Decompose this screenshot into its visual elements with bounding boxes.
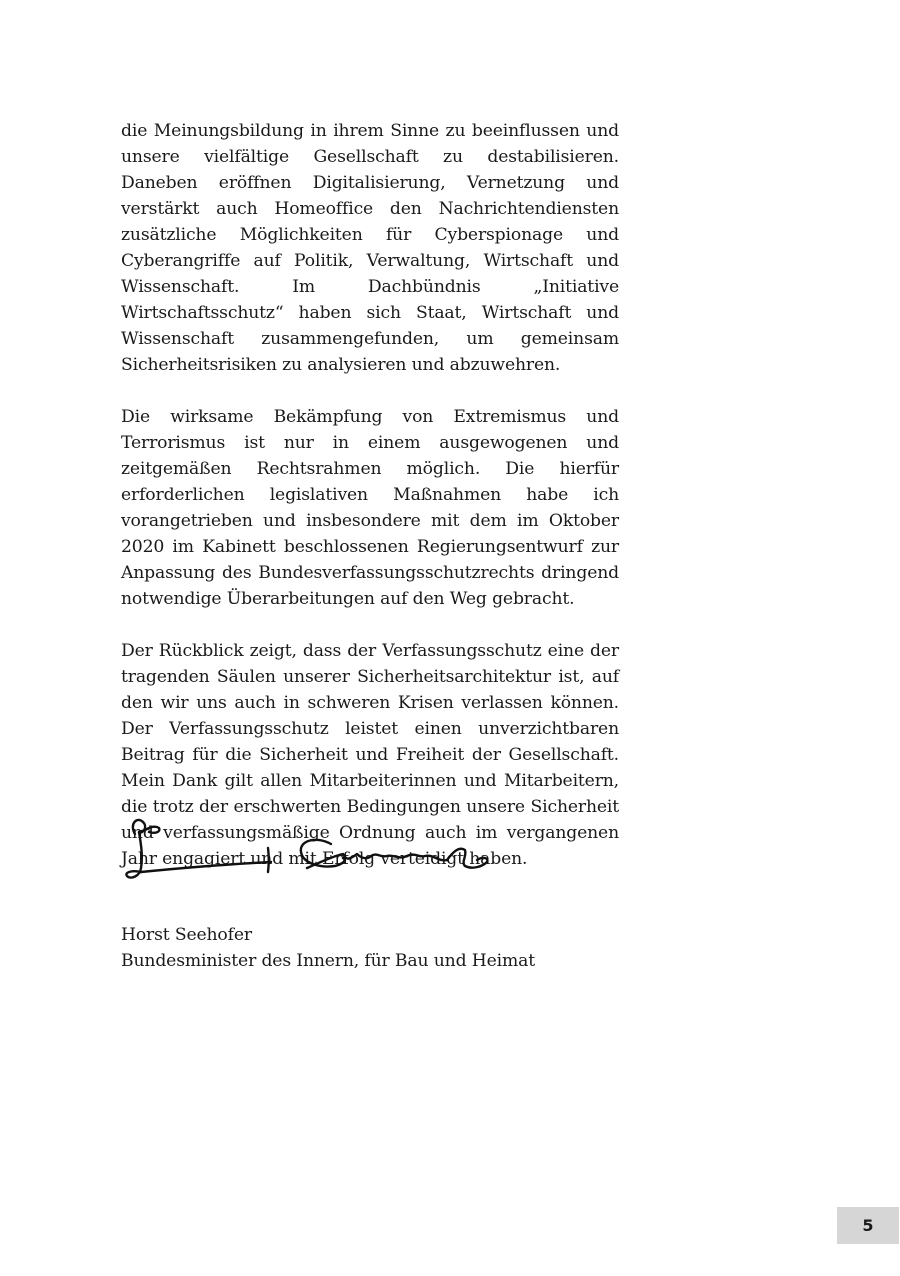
paragraph-3: Der Rückblick zeigt, dass der Verfassungsschutz eine der tragenden Säulen unserer Sicherheitsarchitektur ist, auf den wir uns auch in schweren Krisen verlassen können. Der Verfassungsschutz leistet einen unverzichtbaren Beitrag für die Sicherheit und Freiheit der Gesellschaft. Mein Dank gilt allen Mitarbeiterinnen und Mitarbeitern, die trotz der erschwerten Bedingungen unsere Sicherheit und verfassungsmäßige Ordnung auch im vergangenen Jahr engagiert und mit Erfolg verteidigt haben. xyxy=(121,641,619,869)
page-number: 5 xyxy=(837,1207,899,1244)
signer-name: Horst Seehofer xyxy=(121,925,252,945)
paragraph-2: Die wirksame Bekämpfung von Extremismus und Terrorismus ist nur in einem ausgewogenen und zeitgemäßen Rechtsrahmen möglich. Die hierfür erforderlichen legislativen Maßnahmen habe ich vorangetrieben und insbesondere mit dem im Oktober 2020 im Kabinett beschlossenen Regierungsentwurf zur Anpassung des Bundesverfassungsschutzrechts dringend notwendige Überarbeitungen auf den Weg gebracht. xyxy=(121,407,619,609)
signer-block xyxy=(121,922,641,974)
handwritten-signature xyxy=(121,810,501,890)
signer-title: Bundesminister des Innern, für Bau und Heimat xyxy=(121,951,535,971)
body-text xyxy=(121,118,619,872)
paragraph-1: die Meinungsbildung in ihrem Sinne zu beeinflussen und unsere vielfältige Gesellschaft zu destabilisieren. Daneben eröffnen Digitalisierung, Vernetzung und verstärkt auch Homeoffice den Nachrichtendiensten zusätzliche Möglichkeiten für Cyberspionage und Cyberangriffe auf Politik, Verwaltung, Wirtschaft und Wissenschaft. Im Dachbündnis „Initiative Wirtschaftsschutz“ haben sich Staat, Wirtschaft und Wissenschaft zusammengefunden, um gemeinsam Sicherheitsrisiken zu analysieren und abzuwehren. xyxy=(121,121,619,375)
